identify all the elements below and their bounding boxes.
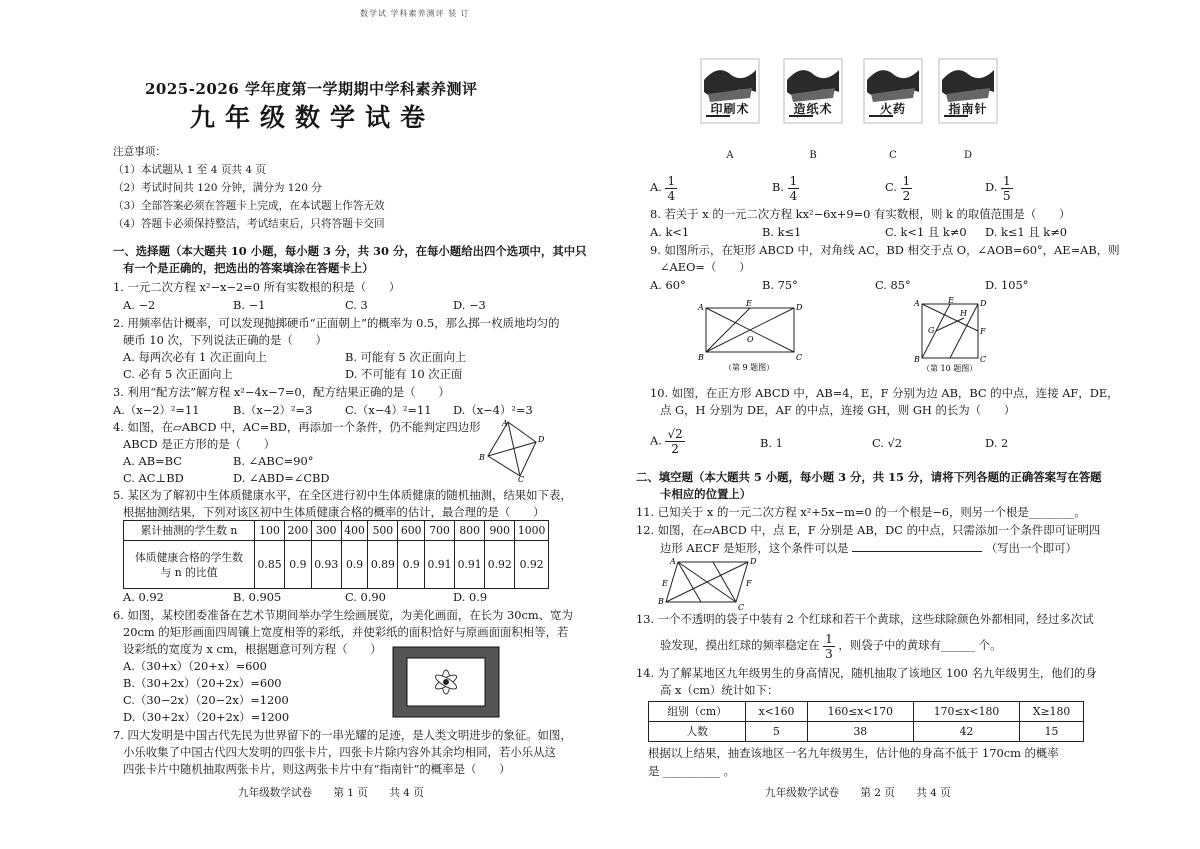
- q5-option-a: A. 0.92: [123, 590, 164, 604]
- table-cell: 0.92: [485, 541, 515, 589]
- q1-option-b: B. −1: [233, 298, 266, 312]
- question-8-stem: 8. 若关于 x 的一元二次方程 kx²−6x+9=0 有实数根，则 k 的取值范围是（ ）: [650, 207, 1071, 221]
- question-9-stem: 9. 如图所示，在矩形 ABCD 中，对角线 AC，BD 相交于点 O，∠AOB=60°，AE=AB，则: [650, 243, 1120, 257]
- fig10-label-f: F: [980, 327, 986, 336]
- q2-option-b: B. 可能有 5 次正面向上: [345, 350, 467, 364]
- question-13-stem: 13. 一个不透明的袋子中装有 2 个红球和若干个黄球，这些球除颜色外都相同，经过多次试: [636, 612, 1094, 626]
- q5-table: [123, 520, 549, 589]
- exam-page-2: [600, 0, 1200, 849]
- table-cell: 300: [311, 521, 341, 541]
- question-5-stem: 根据抽测结果，下列对该区初中生体质健康合格的概率的估计，最合理的是（ ）: [123, 505, 545, 519]
- exam-title: 九年级数学试卷: [190, 103, 436, 132]
- fraction-denominator: 2: [902, 188, 911, 203]
- table-cell: 0.93: [311, 541, 341, 589]
- question-14-stem: 高 x（cm）统计如下：: [660, 683, 779, 697]
- fraction: [823, 632, 835, 661]
- q5-option-b: B. 0.905: [233, 590, 282, 604]
- figure-10-caption: （第 10 题图）: [922, 364, 978, 372]
- question-14-stem: 14. 为了解某地区九年级男生的身高情况，随机抽取了该地区 100 名九年级男生，他们的身: [636, 666, 1097, 680]
- option-label: B.: [772, 180, 784, 194]
- notice-item: （2）考试时间共 120 分钟，满分为 120 分: [113, 182, 322, 194]
- option-label: D.: [985, 180, 998, 194]
- q6-option-b: B.（30+2x）（20+2x）=600: [123, 676, 282, 690]
- q4-option-d: D. ∠ABD=∠CBD: [233, 471, 330, 485]
- fig9-label-c: C: [796, 353, 803, 362]
- q8-option-b: B. k≤1: [762, 225, 802, 239]
- table-cell: 400: [341, 521, 368, 541]
- figure-9-rectangle: [696, 298, 806, 372]
- invention-card: [938, 58, 998, 161]
- fig9-label-o: O: [747, 335, 754, 344]
- q9-option-a: A. 60°: [650, 278, 686, 292]
- q12-parallelogram-figure: [658, 556, 758, 614]
- q7-option: [650, 172, 677, 203]
- table-cell: 900: [485, 521, 515, 541]
- q10-option-d: D. 2: [985, 436, 1009, 450]
- card-letter: A: [726, 150, 734, 161]
- table-cell: 15: [1020, 722, 1084, 742]
- notice-item: （3）全部答案必须在答题卡上完成，在本试题上作答无效: [113, 200, 385, 212]
- card-title: 印刷术: [710, 102, 750, 116]
- q8-option-a: A. k<1: [650, 225, 690, 239]
- table-cell: 200: [285, 521, 312, 541]
- page-footer: 九年级数学试卷 第 2 页 共 4 页: [765, 787, 951, 799]
- q8-option-d: D. k≤1 且 k≠0: [985, 225, 1067, 239]
- table-cell: 0.9: [285, 541, 312, 589]
- answer-blank: [852, 540, 982, 552]
- figure-10-square: [912, 296, 992, 372]
- q10-option-b: B. 1: [760, 436, 783, 450]
- table-cell: 0.9: [341, 541, 368, 589]
- q12-fig-label-e: E: [662, 579, 668, 588]
- invention-card: [863, 58, 923, 161]
- question-12-stem: 12. 如图，在▱ABCD 中，点 E，F 分别是 AB，DC 的中点，只需添加一个条件即可证明四: [636, 523, 1101, 537]
- q5-option-c: C. 0.90: [345, 590, 386, 604]
- table-cell: 0.89: [368, 541, 398, 589]
- question-5-stem: 5. 某区为了解初中生体质健康水平，在全区进行初中生体质健康的随机抽测，结果如下表，: [113, 488, 572, 502]
- fig10-label-h: H: [960, 309, 967, 318]
- fraction-denominator: 4: [789, 188, 798, 203]
- fraction-denominator: 4: [667, 188, 676, 203]
- q2-option-c: C. 必有 5 次正面向上: [123, 367, 233, 381]
- q13-text: 验发现，摸出红球的频率稳定在: [660, 638, 820, 652]
- q14-table: [648, 701, 1084, 742]
- table-row: [124, 541, 549, 589]
- q12-text: （写出一个即可）: [985, 541, 1077, 555]
- card-title: 造纸术: [793, 102, 833, 116]
- table-cell: 组别（cm）: [649, 702, 746, 722]
- q9-option-c: C. 85°: [875, 278, 911, 292]
- question-3-stem: 3. 利用“配方法”解方程 x²−4x−7=0，配方结果正确的是（ ）: [113, 385, 450, 399]
- question-6-stem: 20cm 的矩形画面四周镶上宽度相等的彩纸，并使彩纸的面积恰好与原画面面积相等，若: [123, 625, 569, 639]
- q4-option-a: A. AB=BC: [123, 454, 182, 468]
- q3-option-b: B.（x−2）²=3: [233, 403, 313, 417]
- notice-item: （4）答题卡必须保持整洁，考试结束后，只将答题卡交回: [113, 218, 385, 230]
- question-1-stem: 1. 一元二次方程 x²−x−2=0 所有实数根的积是（ ）: [113, 280, 401, 294]
- table-row: [649, 702, 1084, 722]
- table-row-label: 体质健康合格的学生数: [135, 550, 243, 564]
- table-row: [124, 521, 549, 541]
- q3-option-c: C.（x−4）²=11: [345, 403, 432, 417]
- fig10-label-d: D: [980, 299, 987, 308]
- question-13-stem: [660, 630, 1001, 661]
- table-cell: 0.85: [255, 541, 285, 589]
- card-title: 指南针: [948, 102, 988, 116]
- fraction-numerator: √2: [667, 427, 683, 441]
- fig10-label-c: C: [980, 355, 987, 364]
- q1-option-d: D. −3: [453, 298, 486, 312]
- option-label: C.: [885, 180, 897, 194]
- option-label: A.: [650, 180, 662, 194]
- q4-fig-label-c: C: [518, 475, 525, 482]
- question-9-stem: ∠AEO=（ ）: [660, 260, 751, 274]
- card-letter: D: [963, 150, 973, 161]
- fig10-label-a: A: [914, 299, 920, 308]
- table-row: [649, 722, 1084, 742]
- notice-item: （1）本试题从 1 至 4 页共 4 页: [113, 164, 267, 176]
- q10-option-a: [650, 427, 685, 456]
- q12-fig-label-b: B: [658, 597, 664, 606]
- q1-option-c: C. 3: [345, 298, 368, 312]
- question-2-stem: 2. 用频率估计概率，可以发现抛掷硬币“正面朝上”的概率为 0.5，那么掷一枚质地均匀的: [113, 316, 560, 330]
- fig9-label-a: A: [698, 303, 704, 312]
- q4-option-c: C. AC⊥BD: [123, 471, 184, 485]
- q4-rhombus-figure: [478, 418, 546, 482]
- page-footer: 九年级数学试卷 第 1 页 共 4 页: [238, 787, 424, 799]
- table-cell: 0.92: [515, 541, 549, 589]
- q10-option-a-label: A.: [650, 433, 662, 448]
- table-cell: 800: [455, 521, 485, 541]
- table-cell: 160≤x<170: [807, 702, 913, 722]
- q5-option-d: D. 0.9: [453, 590, 488, 604]
- fraction-numerator: 1: [1002, 173, 1011, 188]
- table-cell: 1000: [515, 521, 549, 541]
- question-4-stem: 4. 如图，在▱ABCD 中，AC=BD，再添加一个条件，仍不能判定四边形: [113, 420, 481, 434]
- question-11: 11. 已知关于 x 的一元二次方程 x²+5x−m=0 的一个根是−6，则另一个根是________。: [636, 505, 1086, 519]
- table-cell: [124, 541, 255, 589]
- question-4-stem: ABCD 是正方形的是（ ）: [123, 437, 276, 451]
- q7-option: [772, 172, 799, 203]
- q10-option-c: C. √2: [872, 436, 903, 450]
- table-cell: 38: [807, 722, 913, 742]
- table-cell: 5: [746, 722, 807, 742]
- fraction: [665, 427, 684, 456]
- invention-card: [783, 58, 843, 161]
- table-cell: 600: [398, 521, 425, 541]
- q4-fig-label-d: D: [538, 435, 545, 444]
- q4-fig-label-a: A: [502, 419, 508, 428]
- table-cell: 人数: [649, 722, 746, 742]
- fig10-label-b: B: [914, 355, 920, 364]
- question-14-stem: 根据以上结果，抽查该地区一名九年级男生，估计他的身高不低于 170cm 的概率: [648, 746, 1059, 760]
- card-letter: B: [809, 150, 817, 161]
- framed-painting-figure: [392, 646, 500, 718]
- fraction: [788, 174, 800, 203]
- fraction: [901, 174, 913, 203]
- question-10-stem: 10. 如图，在正方形 ABCD 中，AB=4，E，F 分别为边 AB，BC 的中点，连接 AF，DE，: [650, 386, 1119, 400]
- figure-9-caption: （第 9 题图）: [724, 363, 775, 372]
- exam-subtitle: 2025-2026 学年度第一学期期中学科素养测评: [145, 80, 478, 98]
- q7-option: [885, 172, 912, 203]
- table-row-label: 与 n 的比值: [160, 565, 218, 579]
- table-cell: 170≤x<180: [913, 702, 1019, 722]
- fraction-numerator: 1: [667, 173, 676, 188]
- section-heading: 一、选择题（本大题共 10 小题，每小题 3 分，共 30 分，在每小题给出四个选项中，其中只: [113, 244, 587, 258]
- q4-fig-label-b: B: [479, 453, 485, 462]
- q6-option-d: D.（30+2x）（20+2x）=1200: [123, 710, 290, 724]
- question-14-stem: 是 __________ 。: [648, 764, 735, 778]
- question-2-stem: 硬币 10 次，下列说法正确的是（ ）: [123, 333, 327, 347]
- q9-option-d: D. 105°: [985, 278, 1029, 292]
- notice-title: 注意事项：: [113, 146, 166, 158]
- q3-option-d: D.（x−4）²=3: [453, 403, 533, 417]
- q6-option-a: A.（30+x）（20+x）=600: [123, 659, 267, 673]
- question-7-stem: 7. 四大发明是中国古代先民为世界留下的一串光耀的足迹，是人类文明进步的象征。如图，: [113, 728, 572, 742]
- q2-option-a: A. 每两次必有 1 次正面向上: [123, 350, 267, 364]
- fraction-numerator: 1: [825, 631, 833, 646]
- q7-option: [985, 172, 1013, 203]
- q3-option-a: A.（x−2）²=11: [113, 403, 200, 417]
- q1-option-a: A. −2: [123, 298, 156, 312]
- fraction-denominator: 2: [671, 442, 679, 456]
- question-6-stem: 6. 如图，某校团委准备在艺术节期间举办学生绘画展览，为美化画面，在长为 30cm、宽为: [113, 608, 573, 622]
- q12-fig-label-c: C: [738, 603, 745, 612]
- q12-text: 边形 AECF 是矩形，这个条件可以是: [660, 541, 849, 555]
- q6-option-c: C.（30−2x）（20−2x）=1200: [123, 693, 289, 707]
- question-10-stem: 点 G，H 分别为 DE，AF 的中点，连接 GH，则 GH 的长为（ ）: [660, 403, 1016, 417]
- q12-fig-label-d: D: [750, 557, 757, 566]
- section-heading: 卡相应的位置上）: [660, 487, 752, 501]
- table-cell: 0.91: [424, 541, 454, 589]
- fig9-label-e: E: [746, 299, 752, 308]
- section-heading: 有一个是正确的，把选出的答案填涂在答题卡上）: [123, 261, 374, 275]
- q13-text: ，则袋子中的黄球有______ 个。: [838, 638, 1002, 652]
- question-7-stem: 小乐收集了中国古代四大发明的四张卡片，四张卡片除内容外其余均相同，若小乐从这: [123, 745, 556, 759]
- table-cell: 100: [255, 521, 285, 541]
- card-title: 火药: [879, 102, 906, 116]
- q2-option-d: D. 不可能有 10 次正面: [345, 367, 463, 381]
- q9-option-b: B. 75°: [762, 278, 798, 292]
- q4-option-b: B. ∠ABC=90°: [233, 454, 314, 468]
- table-cell: 0.91: [455, 541, 485, 589]
- table-cell: 500: [368, 521, 398, 541]
- fraction-denominator: 3: [825, 646, 833, 661]
- fraction: [665, 174, 677, 203]
- table-cell: X≥180: [1020, 702, 1084, 722]
- q12-fig-label-a: A: [670, 557, 676, 566]
- fraction-numerator: 1: [902, 173, 911, 188]
- fraction: [1001, 174, 1013, 203]
- fig9-label-d: D: [796, 303, 803, 312]
- q8-option-c: C. k<1 且 k≠0: [885, 225, 967, 239]
- question-7-stem: 四张卡片中随机抽取两张卡片，则这两张卡片中有“指南针”的概率是（ ）: [123, 762, 511, 776]
- page-header-fragment: 数学试 学科素养测评 装 订: [360, 9, 470, 18]
- table-cell: 700: [424, 521, 454, 541]
- fraction-numerator: 1: [789, 173, 798, 188]
- section-heading: 二、填空题（本大题共 5 小题，每小题 3 分，共 15 分，请将下列各题的正确答案写在答题: [636, 470, 1102, 484]
- table-cell: 0.9: [398, 541, 425, 589]
- table-cell: 42: [913, 722, 1019, 742]
- fig10-label-e: E: [948, 296, 954, 305]
- question-6-stem: 设彩纸的宽度为 x cm，根据题意可列方程（ ）: [123, 642, 382, 656]
- card-letter: C: [889, 150, 897, 161]
- table-cell: 累计抽测的学生数 n: [124, 521, 255, 541]
- fig10-label-g: G: [928, 326, 935, 335]
- table-cell: x<160: [746, 702, 807, 722]
- question-12-stem: [660, 540, 1077, 556]
- q12-fig-label-f: F: [746, 579, 752, 588]
- fig9-label-b: B: [698, 353, 704, 362]
- fraction-denominator: 5: [1002, 188, 1011, 203]
- invention-card: [700, 58, 760, 161]
